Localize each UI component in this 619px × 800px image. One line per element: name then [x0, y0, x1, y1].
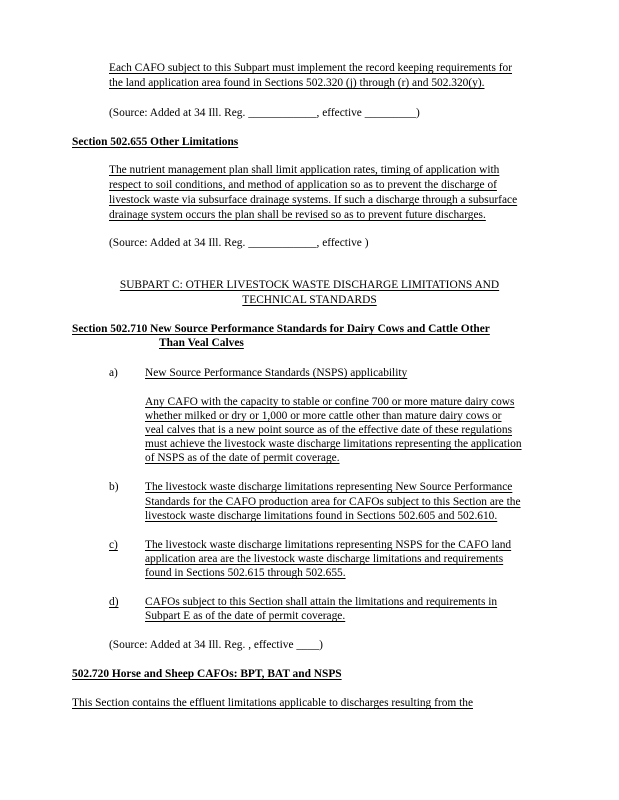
section-heading-502-655: Section 502.655 Other Limitations: [72, 136, 239, 148]
paragraph-line: The nutrient management plan shall limit application rates, timing of application with: [109, 164, 500, 176]
paragraph-line: Any CAFO with the capacity to stable or confine 700 or more mature dairy cows: [145, 396, 515, 408]
section-heading-502-710: Section 502.710 New Source Performance Standards for Dairy Cows and Cattle Other: [72, 323, 490, 335]
paragraph-line: found in Sections 502.615 through 502.655.: [145, 567, 346, 579]
item-title-a: New Source Performance Standards (NSPS) applicability: [145, 367, 408, 379]
paragraph-line: drainage system occurs the plan shall be revised so as to prevent future discharges.: [109, 209, 486, 221]
paragraph-line: This Section contains the effluent limitations applicable to discharges resulting from the: [72, 697, 474, 709]
item-label-c: c): [109, 539, 118, 551]
paragraph-line: livestock waste via subsurface drainage systems. If such a discharge through a subsurface: [109, 194, 518, 206]
section-heading-502-720: 502.720 Horse and Sheep CAFOs: BPT, BAT and NSPS: [72, 668, 342, 680]
paragraph-line: must achieve the livestock waste discharge limitations representing the application: [145, 438, 522, 450]
paragraph-line: Subpart E as of the date of permit coverage.: [145, 610, 346, 622]
paragraph-line: Standards for the CAFO production area for CAFOs subject to this Section are the: [145, 496, 521, 508]
section-heading-502-710: Than Veal Calves: [159, 337, 244, 349]
paragraph-line: the land application area found in Sections 502.320 (j) through (r) and 502.320(y).: [109, 77, 485, 89]
source-note: (Source: Added at 34 Ill. Reg. ____________, effective ): [109, 237, 369, 249]
paragraph-line: veal calves that is a new point source as of the effective date of these regulations: [145, 424, 512, 436]
paragraph-line: application area are the livestock waste discharge limitations and requirements: [145, 553, 504, 565]
paragraph-line: livestock waste discharge limitations found in Sections 502.605 and 502.610.: [145, 510, 498, 522]
paragraph-line: respect to soil conditions, and method of application so as to prevent the discharge of: [109, 179, 497, 191]
item-label-d: d): [109, 596, 119, 608]
item-label-a: a): [109, 367, 118, 379]
source-note: (Source: Added at 34 Ill. Reg. ____________, effective _________): [109, 107, 420, 119]
paragraph-line: of NSPS as of the date of permit coverage.: [145, 452, 340, 464]
paragraph-line: Each CAFO subject to this Subpart must implement the record keeping requirements for: [109, 62, 513, 74]
item-label-b: b): [109, 481, 119, 493]
subpart-heading: TECHNICAL STANDARDS: [242, 294, 377, 306]
source-note: (Source: Added at 34 Ill. Reg. , effective ____): [109, 639, 323, 651]
paragraph-line: The livestock waste discharge limitations representing NSPS for the CAFO land: [145, 539, 512, 551]
paragraph-line: whether milked or dry or 1,000 or more cattle other than mature dairy cows or: [145, 410, 502, 422]
paragraph-line: The livestock waste discharge limitations representing New Source Performance: [145, 481, 513, 493]
subpart-heading: SUBPART C: OTHER LIVESTOCK WASTE DISCHARGE LIMITATIONS AND: [119, 279, 500, 291]
paragraph-line: CAFOs subject to this Section shall attain the limitations and requirements in: [145, 596, 498, 608]
